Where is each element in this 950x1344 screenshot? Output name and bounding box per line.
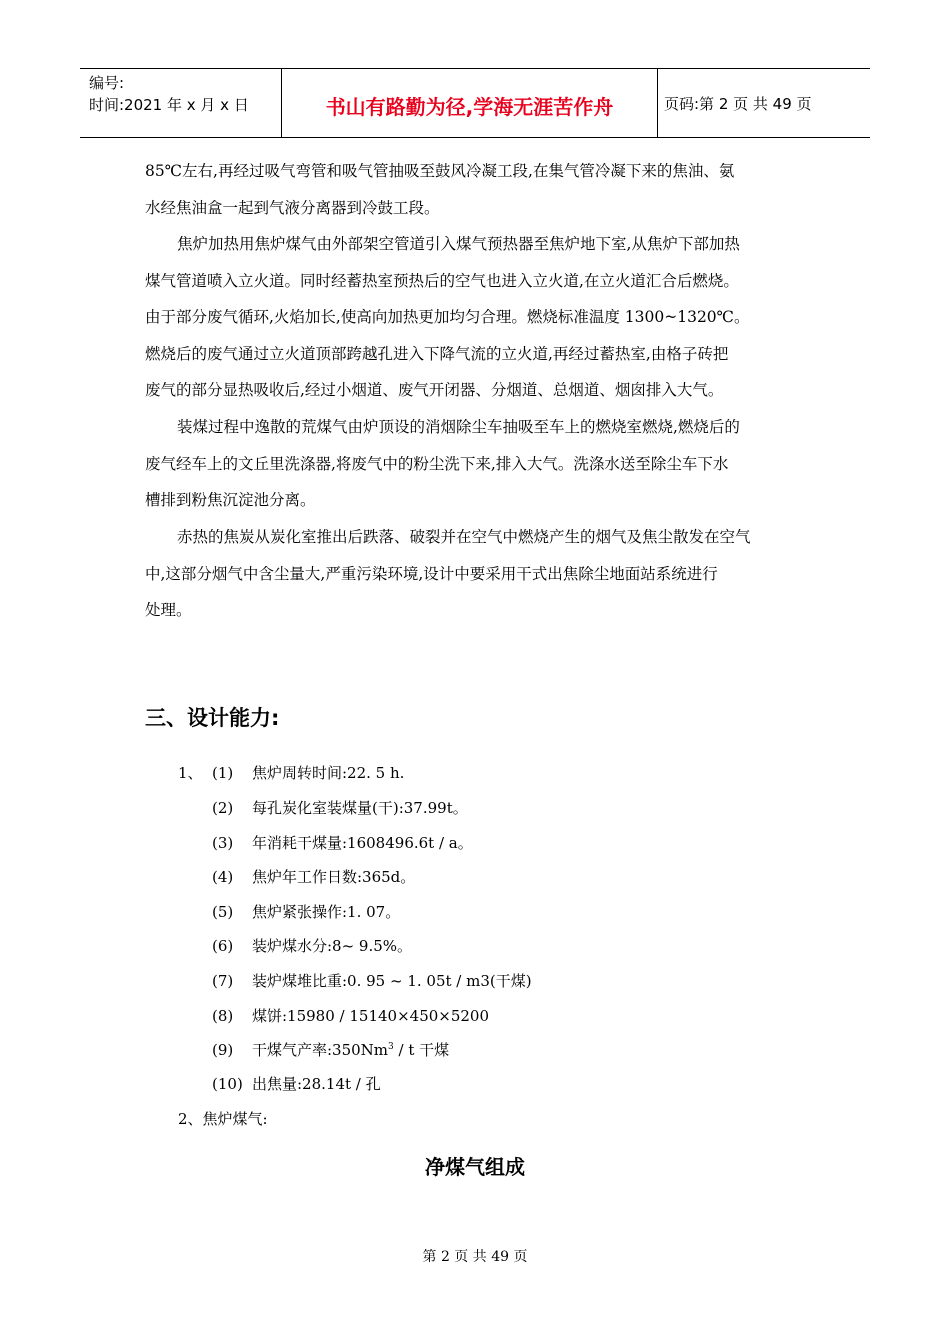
- text-line: 装煤过程中逸散的荒煤气由炉顶设的消烟除尘车抽吸至车上的燃烧室燃烧,燃烧后的: [177, 418, 740, 436]
- capacity-item: [212, 1005, 489, 1026]
- item-number: (4): [212, 868, 234, 886]
- capacity-item: [212, 797, 468, 818]
- section-title: 三、设计能力:: [145, 706, 280, 730]
- paragraph-coke-pushing: [145, 519, 805, 629]
- header-time-label: 时间:2021 年 x 月 x 日: [89, 96, 249, 114]
- capacity-item: [212, 970, 532, 991]
- capacity-item: [212, 935, 412, 956]
- capacity-item: [178, 762, 404, 783]
- paragraph-condensation: [145, 153, 805, 226]
- item-text: 装炉煤水分:8~ 9.5%。: [252, 937, 413, 955]
- capacity-item: [212, 866, 415, 887]
- item-number: (10): [212, 1075, 243, 1093]
- page-footer: 第 2 页 共 49 页: [422, 1249, 528, 1265]
- item-number: (7): [212, 972, 234, 990]
- paragraph-heating: [145, 226, 805, 409]
- header-meta: [80, 69, 282, 137]
- capacity-item: [212, 832, 473, 853]
- header-page-info: 页码:第 2 页 共 49 页: [664, 94, 812, 113]
- text-line: 由于部分废气循环,火焰加长,使高向加热更加均匀合理。燃烧标准温度 1300~1320℃。: [145, 308, 750, 326]
- text-line: 赤热的焦炭从炭化室推出后跌落、破裂并在空气中燃烧产生的烟气及焦尘散发在空气: [177, 528, 751, 546]
- text-line: 中,这部分烟气中含尘量大,严重污染环境,设计中要采用干式出焦除尘地面站系统进行: [145, 564, 718, 583]
- page-header: [80, 68, 870, 138]
- superscript: 3: [388, 1042, 394, 1052]
- item-text: 装炉煤堆比重:0. 95 ~ 1. 05t / m3(干煤): [252, 972, 532, 990]
- text-line: 水经焦油盒一起到气液分离器到冷鼓工段。: [145, 198, 440, 217]
- text-line: 85℃左右,再经过吸气弯管和吸气管抽吸至鼓风冷凝工段,在集气管冷凝下来的焦油、氨: [145, 162, 735, 180]
- item-text-main: 干煤气产率:350Nm: [252, 1041, 389, 1059]
- capacity-item: [212, 1039, 449, 1060]
- item-number: (1): [212, 764, 234, 782]
- item-text: 出焦量:28.14t / 孔: [252, 1075, 381, 1093]
- item-text: 焦炉紧张操作:1. 07。: [252, 903, 401, 921]
- item-coke-oven-gas: 2、焦炉煤气:: [178, 1110, 268, 1128]
- text-line: 煤气管道喷入立火道。同时经蓄热室预热后的空气也进入立火道,在立火道汇合后燃烧。: [145, 271, 739, 290]
- text-line: 废气经车上的文丘里洗涤器,将废气中的粉尘洗下来,排入大气。洗涤水送至除尘车下水: [145, 454, 729, 473]
- text-line: 燃烧后的废气通过立火道顶部跨越孔进入下降气流的立火道,再经过蓄热室,由格子砖把: [145, 344, 729, 363]
- item-text: 焦炉周转时间:22. 5 h.: [252, 764, 405, 782]
- text-line: 处理。: [145, 601, 192, 619]
- item-number: (3): [212, 834, 234, 852]
- item-text: 煤饼:15980 / 15140×450×5200: [252, 1007, 490, 1025]
- item-text: 焦炉年工作日数:365d。: [252, 868, 416, 886]
- item-text-unit: / t 干煤: [393, 1041, 450, 1059]
- item-number: (2): [212, 799, 234, 817]
- item-number: (8): [212, 1007, 234, 1025]
- text-line: 槽排到粉焦沉淀池分离。: [145, 491, 316, 509]
- header-code-label: 编号:: [89, 74, 125, 92]
- capacity-item: [212, 1073, 381, 1094]
- subtitle-gas-composition: 净煤气组成: [425, 1155, 525, 1179]
- item-number: (5): [212, 903, 234, 921]
- item-text: 年消耗干煤量:1608496.6t / a。: [252, 834, 473, 852]
- item-number: (6): [212, 937, 234, 955]
- capacity-item: [212, 901, 400, 922]
- item-text: 每孔炭化室装煤量(干):37.99t。: [252, 799, 468, 817]
- item-number: (9): [212, 1041, 234, 1059]
- capacity-prefix: 1、: [178, 764, 203, 782]
- paragraph-charging: [145, 409, 805, 519]
- text-line: 焦炉加热用焦炉煤气由外部架空管道引入煤气预热器至焦炉地下室,从焦炉下部加热: [177, 235, 740, 253]
- item-text: [252, 1039, 449, 1060]
- header-motto: 书山有路勤为径,学海无涯苦作舟: [282, 69, 658, 137]
- text-line: 废气的部分显热吸收后,经过小烟道、废气开闭器、分烟道、总烟道、烟囱排入大气。: [145, 381, 724, 399]
